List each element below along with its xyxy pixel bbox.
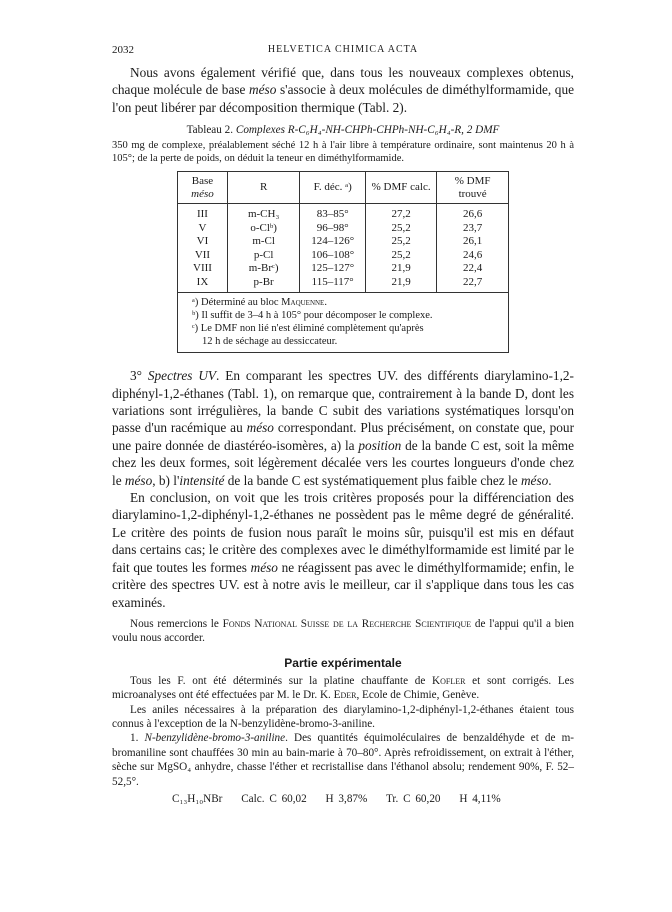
table-footnotes (178, 293, 509, 353)
table-row (178, 235, 509, 249)
table-row (178, 276, 509, 293)
experimental-paragraph-3: 1. N-benzylidène-bromo-3-aniline. Des quantités équimoléculaires de benzaldéhyde et de m-bromaniline sont chauffées 30 min au bain-marie à 70–80°. Après refroidissement, on extrait à l'éther, sèche sur MgSO₄ anhydre, chasse l'éther et recristallise dans l'éthanol absolu; rendement 90%, F. 52–52,5°. (112, 732, 574, 788)
cell-calc: 21,9 (366, 276, 437, 293)
table-header-row (178, 172, 509, 204)
cell-found: 23,7 (437, 222, 509, 236)
intro-text-2: s'associe à deux molécules de diméthylformamide, que l'on peut libérer par décomposition thermique (Tabl. 2). (112, 82, 575, 115)
compound-title: N-benzylidène-bromo-3-aniline (144, 732, 286, 745)
cell-base: VII (178, 249, 228, 263)
table-row (178, 262, 509, 276)
elemental-analysis (112, 793, 574, 805)
cell-calc: 21,9 (366, 262, 437, 276)
cell-found: 22,7 (437, 276, 509, 293)
intro-italic: méso (249, 82, 277, 98)
cell-r: p-Br (227, 276, 299, 293)
table-caption (112, 124, 574, 136)
cell-base: III (178, 204, 228, 222)
table-footnotes-row (178, 293, 509, 353)
table-note: 350 mg de complexe, préalablement séché 12 h à l'air libre à température ordinaire, sont maintenus 20 h à 105°; de la perte de poids, on déduit la teneur en diméthylformamide. (112, 140, 574, 165)
page (112, 44, 574, 805)
cell-found: 26,6 (437, 204, 509, 222)
experimental-paragraph-2: Les aniles nécessaires à la préparation des diarylamino-1,2-diphényl-1,2-éthanes étaient tous connus à l'exception de la N-benzylidène-bromo-3-aniline. (112, 703, 574, 730)
cell-r: m-CH₃ (227, 204, 299, 222)
footnote-c-cont: 12 h de séchage au dessiccateur. (202, 336, 338, 348)
molecular-formula: C₁₃H₁₀NBr (172, 792, 223, 805)
analysis-found: Tr. C 60,20 (385, 792, 441, 805)
cell-r: p-Cl (227, 249, 299, 263)
uv-spectra-heading: Spectres UV (147, 368, 217, 384)
header-dmf-calc: % DMF calc. (366, 172, 437, 204)
cell-found: 22,4 (437, 262, 509, 276)
complexes-table (177, 171, 509, 353)
cell-calc: 25,2 (366, 222, 437, 236)
cell-fdec: 125–127° (300, 262, 366, 276)
table-caption-label: Tableau 2. (186, 124, 234, 137)
cell-base: VIII (178, 262, 228, 276)
footnote-c: ᶜ) Le DMF non lié n'est éliminé complètement qu'après (192, 323, 424, 335)
table-caption-title: Complexes R-C₆H₄-NH-CHPh-CHPh-NH-C₆H₄-R, 2 DMF (235, 124, 500, 137)
table-row (178, 222, 509, 236)
cell-r: m-Cl (227, 235, 299, 249)
header-base: Base méso (178, 172, 228, 204)
page-number: 2032 (112, 44, 134, 56)
experimental-heading: Partie expérimentale (284, 655, 402, 670)
cell-fdec: 96–98° (300, 222, 366, 236)
acknowledgement-paragraph: Nous remercions le Fonds National Suisse de la Recherche Scientifique de l'appui qu'il a bien voulu nous accorder. (112, 617, 575, 645)
cell-base: V (178, 222, 228, 236)
cell-calc: 27,2 (366, 204, 437, 222)
uv-spectra-paragraph: 3° Spectres UV. En comparant les spectres UV. des différents diarylamino-1,2-diphényl-1,2-éthanes (Tabl. 1), on remarque que, contrairement à la bande D, dont les variations sont irrégulières, la bande C subit des variations systématiques lorsqu'on passe d'un racémique au méso correspondant. Plus précisément, on constate que, pour une paire donnée de diastéréo-isomères, a) la position de la bande C est, soit la même chez les deux formes, soit légèrement décalée vers les courtes longueurs d'onde chez le méso, b) l'intensité de la bande C est systématiquement plus faible chez le méso. (112, 368, 575, 488)
conclusion-paragraph: En conclusion, on voit que les trois critères proposés pour la différenciation des diarylamino-1,2-diphényl-1,2-éthanes ne possèdent pas le même degré de généralité. Le critère des points de fusion nous paraît le moins sûr, puisqu'il est mis en défaut dans certains cas; le critère des complexes avec le diméthylformamide est limité par le fait que toutes les formes méso ne réagissent pas avec le diméthylformamide; enfin, le critère des spectres UV. est à notre avis le meilleur, car il s'applique dans tous les cas examinés. (112, 490, 574, 610)
header-dmf-found: % DMF trouvé (437, 172, 509, 204)
intro-paragraph (112, 64, 574, 116)
cell-fdec: 83–85° (300, 204, 366, 222)
header-fdec: F. déc. ᵃ) (300, 172, 366, 204)
cell-r: m-Brᶜ) (227, 262, 299, 276)
cell-base: IX (178, 276, 228, 293)
footnote-b: ᵇ) Il suffit de 3–4 h à 105° pour décomposer le complexe. (192, 310, 433, 322)
analysis-calc-h: H 3,87% (325, 792, 368, 805)
table-row (178, 204, 509, 222)
cell-calc: 25,2 (366, 249, 437, 263)
page-header (112, 44, 574, 60)
header-r: R (227, 172, 299, 204)
cell-found: 24,6 (437, 249, 509, 263)
journal-title: HELVETICA CHIMICA ACTA (267, 44, 419, 55)
cell-calc: 25,2 (366, 235, 437, 249)
table-row (178, 249, 509, 263)
cell-base: VI (178, 235, 228, 249)
experimental-paragraph-1: Tous les F. ont été déterminés sur la platine chauffante de Kofler et sont corrigés. Les microanalyses ont été effectuées par M. le Dr. K. Eder, Ecole de Chimie, Genève. (112, 674, 574, 702)
analysis-calc: Calc. C 60,02 (241, 792, 307, 805)
analysis-found-h: H 4,11% (459, 792, 501, 805)
cell-r: o-Clᵇ) (227, 222, 299, 236)
cell-found: 26,1 (437, 235, 509, 249)
footnote-a: ᵃ) Déterminé au bloc Maquenne. (192, 297, 327, 309)
cell-fdec: 124–126° (300, 235, 366, 249)
intro-text-1: Nous avons également vérifié que, dans tous les nouveaux complexes obtenus, chaque molécule de base (112, 65, 574, 98)
cell-fdec: 115–117° (300, 276, 366, 293)
cell-fdec: 106–108° (300, 249, 366, 263)
